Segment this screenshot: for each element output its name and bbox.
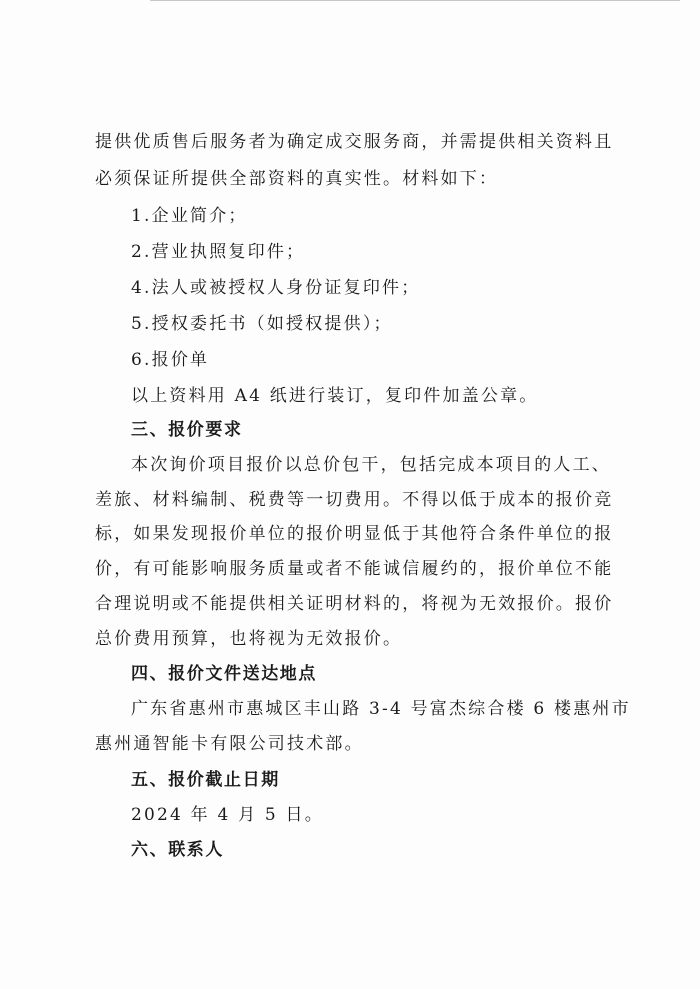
deadline-date: 2024 年 4 月 5 日。 — [131, 805, 324, 825]
top-scan-edge — [150, 0, 680, 1]
section-3-line-2: 差旅、材料编制、税费等一切费用。不得以低于成本的报价竞 — [95, 490, 614, 510]
section-5-heading: 五、报价截止日期 — [131, 770, 280, 790]
section-3-heading: 三、报价要求 — [131, 420, 243, 440]
material-item-6: 6.报价单 — [131, 350, 210, 370]
section-6-heading: 六、联系人 — [131, 840, 224, 860]
material-item-2: 2.营业执照复印件； — [131, 242, 306, 262]
section-4-line-2: 惠州通智能卡有限公司技术部。 — [95, 734, 364, 754]
section-3-line-6: 总价费用预算，也将视为无效报价。 — [95, 629, 403, 649]
intro-line-2: 必须保证所提供全部资料的真实性。材料如下： — [95, 169, 499, 189]
intro-line-1: 提供优质售后服务者为确定成交服务商，并需提供相关资料且 — [95, 132, 614, 152]
section-3-line-3: 标，如果发现报价单位的报价明显低于其他符合条件单位的报 — [95, 524, 614, 544]
section-3-line-4: 价，有可能影响服务质量或者不能诚信履约的，报价单位不能 — [95, 559, 614, 579]
section-3-line-1: 本次询价项目报价以总价包干，包括完成本项目的人工、 — [131, 455, 611, 475]
material-item-4: 4.法人或被授权人身份证复印件； — [131, 278, 421, 298]
material-item-5: 5.授权委托书（如授权提供）； — [131, 314, 393, 334]
section-3-line-5: 合理说明或不能提供相关证明材料的，将视为无效报价。报价 — [95, 594, 614, 614]
section-4-heading: 四、报价文件送达地点 — [131, 664, 317, 684]
material-item-1: 1.企业简介； — [131, 206, 248, 226]
section-4-line-1: 广东省惠州市惠城区丰山路 3-4 号富杰综合楼 6 楼惠州市 — [131, 699, 631, 719]
binding-note: 以上资料用 A4 纸进行装订，复印件加盖公章。 — [131, 386, 539, 406]
